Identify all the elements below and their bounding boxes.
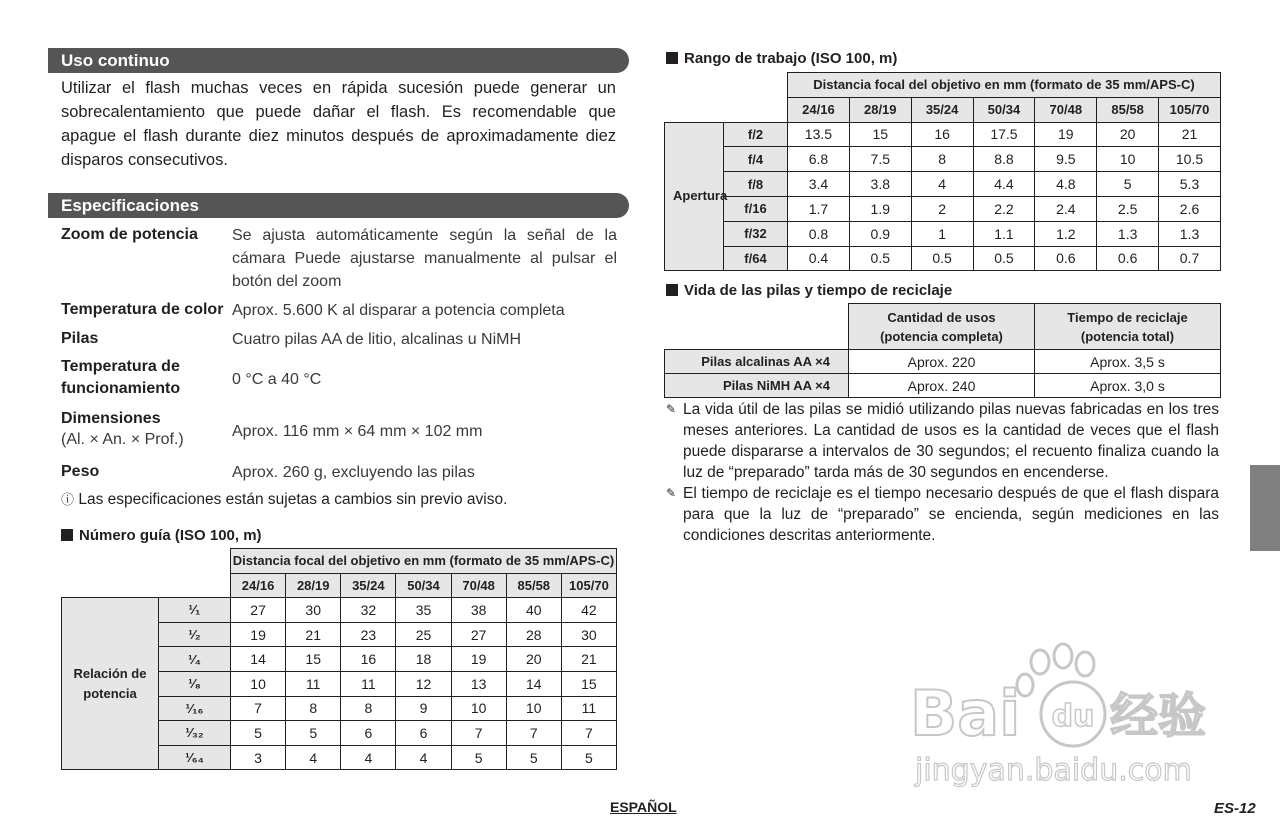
table-cell: 19	[231, 622, 286, 647]
table-cell: 11	[341, 671, 396, 696]
table-cell: 6	[341, 721, 396, 746]
col-header-recycle: Tiempo de reciclaje (potencia total)	[1035, 304, 1221, 350]
bullet-square-icon	[666, 52, 678, 64]
spec-note-text: Las especificaciones están sujetas a cambios sin previo aviso.	[78, 491, 508, 508]
uso-continuo-text: Utilizar el flash muchas veces en rápida sucesión puede generar un sobrecalentamiento que puede dañar el flash. Es recomendable que apague el flash durante diez minutos después de aproximadamente diez disparos consecutivos.	[61, 79, 616, 169]
table-cell: 0.5	[849, 246, 911, 271]
column-header: 28/19	[286, 573, 341, 598]
table-cell: 5	[286, 721, 341, 746]
table-cell: 25	[396, 622, 451, 647]
table-cell: 20	[1097, 122, 1159, 147]
table-cell: 14	[506, 671, 561, 696]
table-cell: 10.5	[1159, 147, 1221, 172]
row-label: ¹⁄₃₂	[159, 721, 231, 746]
table-cell: 2.6	[1159, 196, 1221, 221]
table-cell: 11	[561, 696, 616, 721]
row-label: ¹⁄₄	[159, 647, 231, 672]
row-label: f/4	[724, 147, 788, 172]
table-cell: 13	[451, 671, 506, 696]
table-cell: 27	[231, 598, 286, 623]
spec-label-sub: (Al. × An. × Prof.)	[61, 431, 184, 448]
table-cell: 3.8	[849, 172, 911, 197]
table-row	[62, 598, 617, 623]
numero-guia-table	[61, 548, 617, 770]
rango-trabajo-title: Rango de trabajo (ISO 100, m)	[666, 50, 897, 68]
table-cell: 15	[561, 671, 616, 696]
table-cell: 5	[451, 745, 506, 770]
table-cell: 17.5	[973, 122, 1035, 147]
spec-value: Aprox. 260 g, excluyendo las pilas	[232, 464, 475, 481]
table-caption: Distancia focal del objetivo en mm (formato de 35 mm/APS-C)	[231, 549, 617, 574]
table-cell: 27	[451, 622, 506, 647]
table-cell: 23	[341, 622, 396, 647]
table-cell: 7	[451, 721, 506, 746]
spec-label: Temperatura de color	[61, 301, 224, 318]
column-header: 105/70	[561, 573, 616, 598]
table-cell: 15	[286, 647, 341, 672]
table-cell: Aprox. 3,0 s	[1035, 374, 1221, 398]
spec-label: Dimensiones	[61, 410, 161, 427]
table-cell: 11	[286, 671, 341, 696]
footer-page-number: ES-12	[1214, 800, 1256, 817]
column-header: 85/58	[1097, 97, 1159, 122]
table-cell: 42	[561, 598, 616, 623]
table-row	[665, 196, 1221, 221]
section-header-uso-continuo: Uso continuo	[48, 48, 629, 73]
table-cell: 0.7	[1159, 246, 1221, 271]
row-label: f/16	[724, 196, 788, 221]
table-row	[665, 172, 1221, 197]
table-cell: 3	[231, 745, 286, 770]
table-cell: 10	[1097, 147, 1159, 172]
info-icon: ⓘ	[61, 492, 75, 507]
column-header: 70/48	[1035, 97, 1097, 122]
table-cell: 4	[911, 172, 973, 197]
row-label: Pilas NiMH AA ×4	[665, 374, 849, 398]
table-cell: 9	[396, 696, 451, 721]
table-cell: Aprox. 240	[849, 374, 1035, 398]
table-cell: 8	[286, 696, 341, 721]
table-cell: 4	[396, 745, 451, 770]
row-group-label: Apertura	[665, 122, 724, 271]
row-label: f/2	[724, 122, 788, 147]
column-header: 50/34	[396, 573, 451, 598]
table-cell: 10	[231, 671, 286, 696]
table-cell: 5	[231, 721, 286, 746]
table-cell: 7	[506, 721, 561, 746]
table-cell: 0.4	[788, 246, 850, 271]
vida-pilas-notes	[666, 399, 1219, 546]
numero-guia-title: Número guía (ISO 100, m)	[61, 527, 262, 545]
table-cell: 1.2	[1035, 221, 1097, 246]
bullet-square-icon	[61, 529, 73, 541]
table-cell: 2.4	[1035, 196, 1097, 221]
table-cell: 4.8	[1035, 172, 1097, 197]
table-cell: 12	[396, 671, 451, 696]
table-cell: 21	[561, 647, 616, 672]
table-cell: 3.4	[788, 172, 850, 197]
svg-text:jingyan.baidu.com: jingyan.baidu.com	[915, 753, 1192, 788]
table-cell: 28	[506, 622, 561, 647]
table-cell: 40	[506, 598, 561, 623]
row-label: Pilas alcalinas AA ×4	[665, 350, 849, 374]
table-cell: 1.9	[849, 196, 911, 221]
svg-text:经验: 经验	[1110, 688, 1207, 744]
table-cell: 0.6	[1097, 246, 1159, 271]
table-corner	[665, 304, 849, 350]
table-cell: 14	[231, 647, 286, 672]
table-cell: 7	[561, 721, 616, 746]
table-cell: 5	[1097, 172, 1159, 197]
table-cell: 9.5	[1035, 147, 1097, 172]
row-label: ¹⁄₁	[159, 598, 231, 623]
table-cell: 19	[451, 647, 506, 672]
table-corner	[62, 549, 231, 598]
rango-trabajo-table	[664, 72, 1221, 271]
col-header-uses: Cantidad de usos (potencia completa)	[849, 304, 1035, 350]
spec-label: Pilas	[61, 330, 99, 347]
side-tab-marker	[1250, 465, 1280, 551]
footer-language: ESPAÑOL	[610, 799, 677, 815]
table-corner	[665, 73, 788, 123]
table-cell: 4	[286, 745, 341, 770]
table-cell: 21	[1159, 122, 1221, 147]
table-cell: 18	[396, 647, 451, 672]
table-cell: 0.5	[911, 246, 973, 271]
spec-label: Zoom de potencia	[61, 226, 198, 243]
table-cell: 1.1	[973, 221, 1035, 246]
vida-pilas-title: Vida de las pilas y tiempo de reciclaje	[666, 282, 952, 300]
table-cell: 7.5	[849, 147, 911, 172]
baidu-watermark-logo	[905, 640, 1215, 790]
table-cell: 8	[911, 147, 973, 172]
table-cell: 5	[561, 745, 616, 770]
table-cell: 1.3	[1159, 221, 1221, 246]
note-pencil-icon: ✎	[666, 486, 677, 500]
table-cell: 4.4	[973, 172, 1035, 197]
section-header-especificaciones: Especificaciones	[48, 193, 629, 218]
row-group-label: Relación de potencia	[62, 598, 159, 770]
column-header: 24/16	[231, 573, 286, 598]
spec-label: Temperatura de funcionamiento	[61, 358, 181, 397]
column-header: 28/19	[849, 97, 911, 122]
table-cell: 0.9	[849, 221, 911, 246]
spec-value: Se ajusta automáticamente según la señal de la cámara Puede ajustarse manualmente al pulsar el botón del zoom	[232, 227, 617, 290]
svg-text:du: du	[1051, 699, 1095, 734]
spec-value: Aprox. 116 mm × 64 mm × 102 mm	[232, 423, 483, 440]
table-cell: 2.2	[973, 196, 1035, 221]
table-cell: 35	[396, 598, 451, 623]
spec-value: Aprox. 5.600 K al disparar a potencia completa	[232, 302, 565, 319]
spec-note	[61, 490, 507, 510]
spec-value: 0 °C a 40 °C	[232, 371, 322, 388]
column-header: 24/16	[788, 97, 850, 122]
table-cell: 30	[561, 622, 616, 647]
row-label: f/64	[724, 246, 788, 271]
table-cell: Aprox. 220	[849, 350, 1035, 374]
row-label: ¹⁄₆₄	[159, 745, 231, 770]
table-cell: 0.5	[973, 246, 1035, 271]
table-cell: 2	[911, 196, 973, 221]
table-cell: 16	[341, 647, 396, 672]
table-cell: 7	[231, 696, 286, 721]
table-cell: 0.6	[1035, 246, 1097, 271]
table-cell: 6	[396, 721, 451, 746]
note-item: ✎ La vida útil de las pilas se midió utilizando pilas nuevas fabricadas en los tres meses anteriores. La cantidad de usos es la cantidad de veces que el flash puede dispararse a intervalos de 30 segundos; el recuento finaliza cuando la luz de “preparado” tarda más de 30 segundos en encenderse.	[666, 401, 1219, 481]
bullet-square-icon	[666, 284, 678, 296]
spec-value: Cuatro pilas AA de litio, alcalinas u NiMH	[232, 331, 522, 348]
row-label: f/8	[724, 172, 788, 197]
table-cell: 32	[341, 598, 396, 623]
table-cell: 38	[451, 598, 506, 623]
column-header: 35/24	[911, 97, 973, 122]
column-header: 35/24	[341, 573, 396, 598]
table-cell: 1	[911, 221, 973, 246]
row-label: ¹⁄₂	[159, 622, 231, 647]
table-cell: 1.3	[1097, 221, 1159, 246]
table-cell: 19	[1035, 122, 1097, 147]
row-label: ¹⁄₈	[159, 671, 231, 696]
column-header: 50/34	[973, 97, 1035, 122]
table-cell: 4	[341, 745, 396, 770]
table-cell: 20	[506, 647, 561, 672]
row-label: ¹⁄₁₆	[159, 696, 231, 721]
table-cell: 16	[911, 122, 973, 147]
spec-label: Peso	[61, 463, 100, 480]
table-row	[665, 122, 1221, 147]
table-row	[665, 221, 1221, 246]
table-row	[665, 147, 1221, 172]
svg-text:Bai: Bai	[910, 677, 1021, 750]
table-row	[665, 246, 1221, 271]
table-cell: 10	[451, 696, 506, 721]
table-cell: 5	[506, 745, 561, 770]
table-cell: 5.3	[1159, 172, 1221, 197]
table-cell: 2.5	[1097, 196, 1159, 221]
note-pencil-icon: ✎	[666, 402, 677, 416]
table-cell: 13.5	[788, 122, 850, 147]
table-cell: 8.8	[973, 147, 1035, 172]
table-caption: Distancia focal del objetivo en mm (formato de 35 mm/APS-C)	[788, 73, 1221, 98]
table-cell: 8	[341, 696, 396, 721]
table-cell: 0.8	[788, 221, 850, 246]
row-label: f/32	[724, 221, 788, 246]
table-cell: 15	[849, 122, 911, 147]
vida-pilas-table	[664, 303, 1221, 398]
table-cell: 6.8	[788, 147, 850, 172]
column-header: 70/48	[451, 573, 506, 598]
table-cell: 21	[286, 622, 341, 647]
column-header: 85/58	[506, 573, 561, 598]
column-header: 105/70	[1159, 97, 1221, 122]
table-cell: 10	[506, 696, 561, 721]
table-cell: Aprox. 3,5 s	[1035, 350, 1221, 374]
note-item: ✎ El tiempo de reciclaje es el tiempo necesario después de que el flash dispara para que la luz de “preparado” se encienda, según mediciones en las condiciones descritas anteriormente.	[666, 485, 1219, 544]
table-cell: 30	[286, 598, 341, 623]
table-cell: 1.7	[788, 196, 850, 221]
